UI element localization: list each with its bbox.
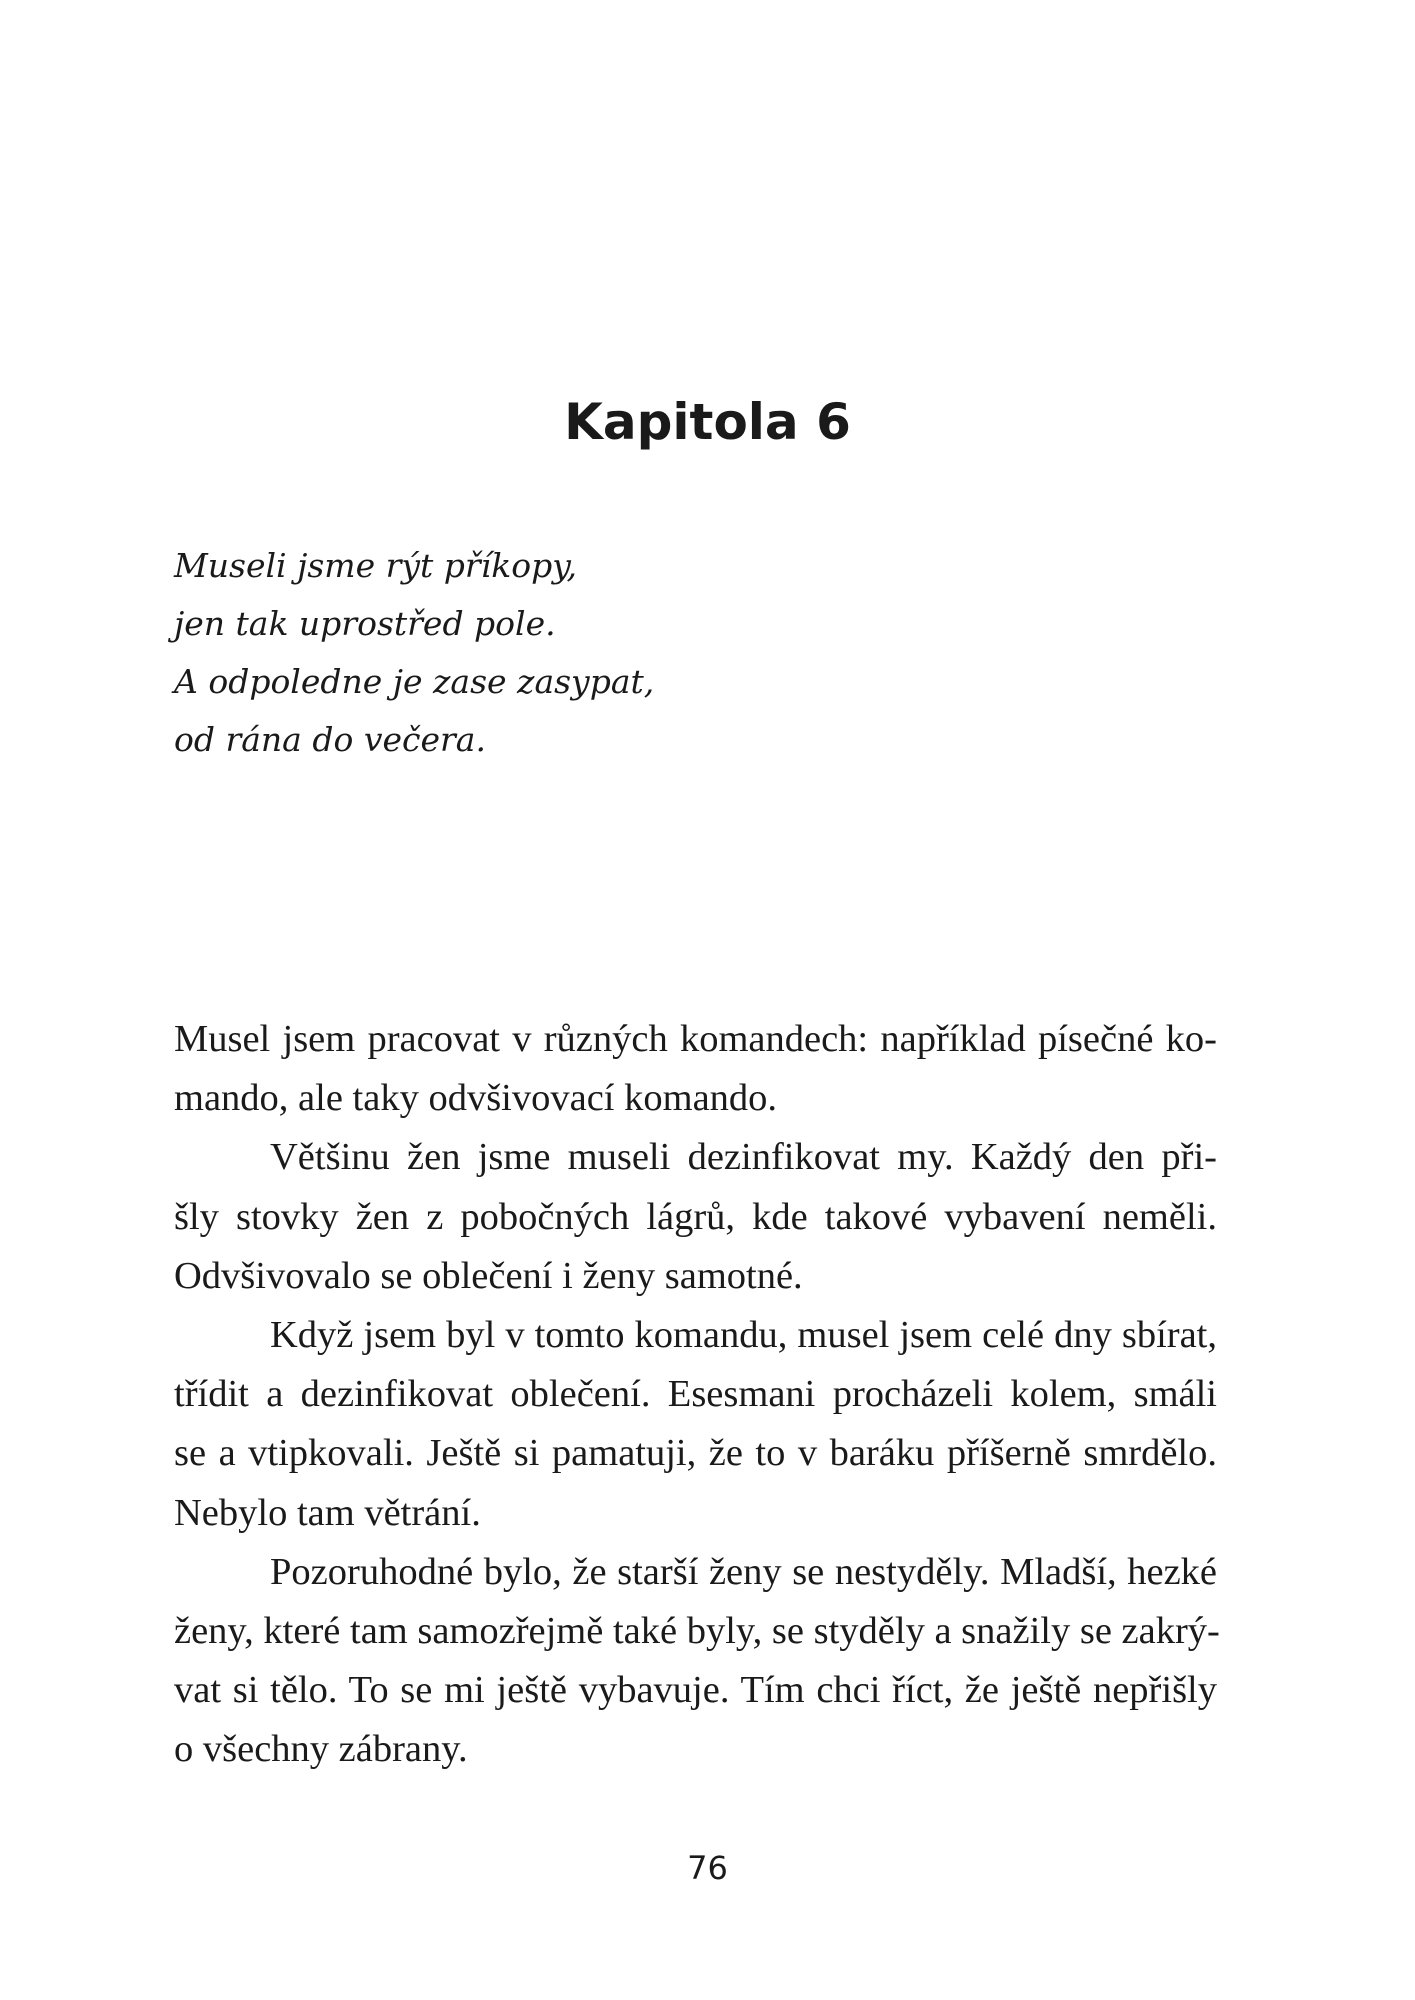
epigraph-line: Museli jsme rýt příkopy,: [174, 546, 577, 585]
text-line: Pozoruhodné bylo, že starší ženy se nestyděly. Mladší, hezké: [270, 1550, 1217, 1593]
epigraph: [174, 537, 1174, 769]
text-line: Odvšivovalo se oblečení i ženy samotné.: [174, 1254, 803, 1297]
text-line: Většinu žen jsme museli dezinfikovat my. Každý den při-: [270, 1136, 1217, 1179]
epigraph-line: A odpoledne je zase zasypat,: [174, 662, 655, 701]
page-number: 76: [687, 1849, 728, 1887]
chapter-title: Kapitola 6: [564, 393, 851, 451]
epigraph-line: jen tak uprostřed pole.: [174, 604, 556, 643]
text-line: Nebylo tam větrání.: [174, 1491, 481, 1534]
text-line: o všechny zábrany.: [174, 1728, 468, 1771]
text-line: Když jsem byl v tomto komandu, musel jsem celé dny sbírat,: [270, 1314, 1217, 1357]
text-line: se a vtipkovali. Ještě si pamatuji, že to v baráku příšerně smrdělo.: [174, 1432, 1217, 1475]
epigraph-line: od rána do večera.: [174, 720, 486, 759]
text-line: ženy, které tam samozřejmě také byly, se styděly a snažily se zakrý-: [174, 1610, 1220, 1653]
text-line: Musel jsem pracovat v různých komandech: například písečné ko-: [174, 1018, 1217, 1060]
paragraph: [174, 1543, 1220, 1780]
paragraph: [174, 1010, 1217, 1128]
text-line: mando, ale taky odvšivovací komando.: [174, 1077, 778, 1120]
paragraph: [174, 1306, 1217, 1543]
text-line: vat si tělo. To se mi ještě vybavuje. Tím chci říct, že ještě nepřišly: [174, 1669, 1217, 1712]
paragraph: [174, 1128, 1217, 1306]
text-line: šly stovky žen z pobočných lágrů, kde takové vybavení neměli.: [174, 1195, 1217, 1238]
text-line: třídit a dezinfikovat oblečení. Esesmani procházeli kolem, smáli: [174, 1373, 1217, 1416]
body-text: [174, 1010, 1220, 1780]
